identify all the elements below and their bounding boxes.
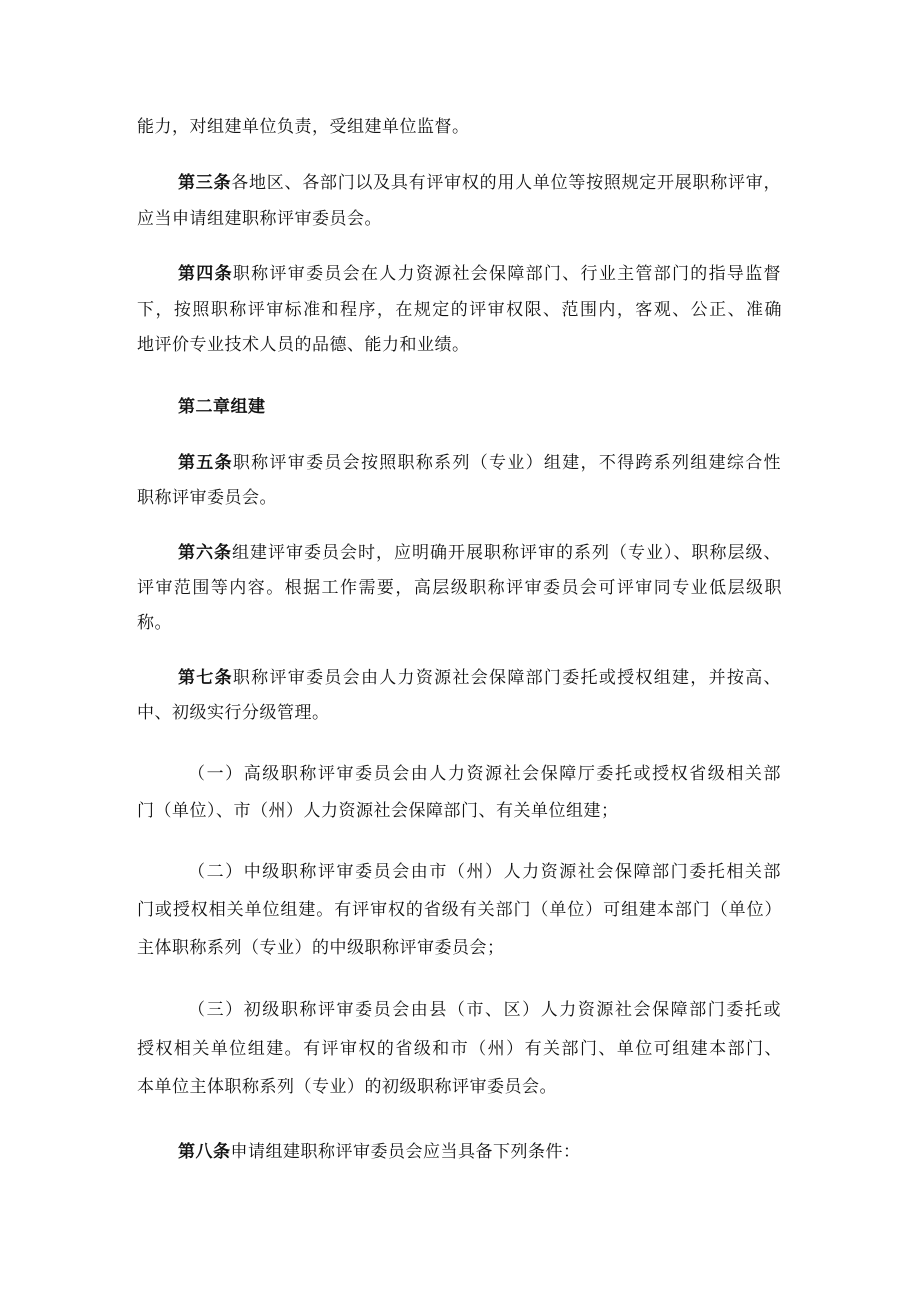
article-8-line-1 (178, 1142, 581, 1162)
item-1-line-1 (188, 764, 781, 784)
article-6-line-1 (178, 543, 781, 563)
text: 地评价专业技术人员的品德、能力和业绩。 (137, 335, 470, 355)
text: 能力，对组建单位负责，受组建单位监督。 (137, 117, 470, 137)
item-2-line-3 (137, 938, 505, 958)
text: 各地区、各部门以及具有评审权的用人单位等按照规定开展职称评审， (231, 173, 782, 193)
text: （三）初级职称评审委员会由县（市、区）人力资源社会保障部门委托或 (188, 1000, 781, 1020)
item-3-line-3 (137, 1077, 557, 1097)
text: 称。 (137, 613, 172, 633)
chapter-heading (178, 397, 266, 417)
text: 职称评审委员会由人力资源社会保障部门委托或授权组建，并按高、 (232, 668, 781, 688)
article-4-line-2 (137, 300, 782, 320)
article-3-line-1 (178, 173, 781, 193)
text: 中、初级实行分级管理。 (137, 703, 330, 723)
item-2-line-2 (137, 900, 782, 920)
text: 门（单位）、市（州）人力资源社会保障部门、有关单位组建； (137, 801, 619, 821)
article-8-heading: 第八条 (178, 1142, 231, 1162)
text: 组建评审委员会时，应明确开展职称评审的系列（专业）、职称层级、 (232, 543, 781, 563)
text: 申请组建职称评审委员会应当具备下列条件： (230, 1142, 581, 1162)
text: 应当申请组建职称评审委员会。 (137, 209, 382, 229)
article-3-heading: 第三条 (178, 173, 232, 193)
article-3-line-2 (137, 209, 382, 229)
text: 第二章组建 (178, 397, 266, 417)
text: 主体职称系列（专业）的中级职称评审委员会； (137, 938, 505, 958)
item-3-line-2 (137, 1039, 782, 1059)
text: 职称评审委员会在人力资源社会保障部门、行业主管部门的指导监督 (232, 264, 781, 284)
text: 下，按照职称评审标准和程序，在规定的评审权限、范围内，客观、公正、准确 (137, 300, 782, 320)
article-5-line-2 (137, 488, 277, 508)
article-4-line-1 (178, 264, 781, 284)
article-7-heading: 第七条 (178, 668, 233, 688)
text: 职称评审委员会。 (137, 488, 277, 508)
article-7-line-1 (178, 668, 781, 688)
text: 职称评审委员会按照职称系列（专业）组建，不得跨系列组建综合性 (232, 453, 781, 473)
text: 评审范围等内容。根据工作需要，高层级职称评审委员会可评审同专业低层级职 (137, 578, 782, 598)
text: 授权相关单位组建。有评审权的省级和市（州）有关部门、单位可组建本部门、 (137, 1039, 782, 1059)
item-1-line-2 (137, 801, 619, 821)
article-4-heading: 第四条 (178, 264, 233, 284)
text: 本单位主体职称系列（专业）的初级职称评审委员会。 (137, 1077, 557, 1097)
text: 门或授权相关单位组建。有评审权的省级有关部门（单位）可组建本部门（单位） (137, 900, 782, 920)
text: （二）中级职称评审委员会由市（州）人力资源社会保障部门委托相关部 (188, 862, 781, 882)
article-5-heading: 第五条 (178, 453, 233, 473)
article-5-line-1 (178, 453, 781, 473)
article-6-line-3 (137, 613, 172, 633)
article-7-line-2 (137, 703, 330, 723)
article-6-line-2 (137, 578, 782, 598)
item-2-line-1 (188, 862, 781, 882)
article-4-line-3 (137, 335, 470, 355)
text: （一）高级职称评审委员会由人力资源社会保障厅委托或授权省级相关部 (188, 764, 781, 784)
text-line (137, 117, 470, 137)
article-6-heading: 第六条 (178, 543, 232, 563)
item-3-line-1 (188, 1000, 781, 1020)
